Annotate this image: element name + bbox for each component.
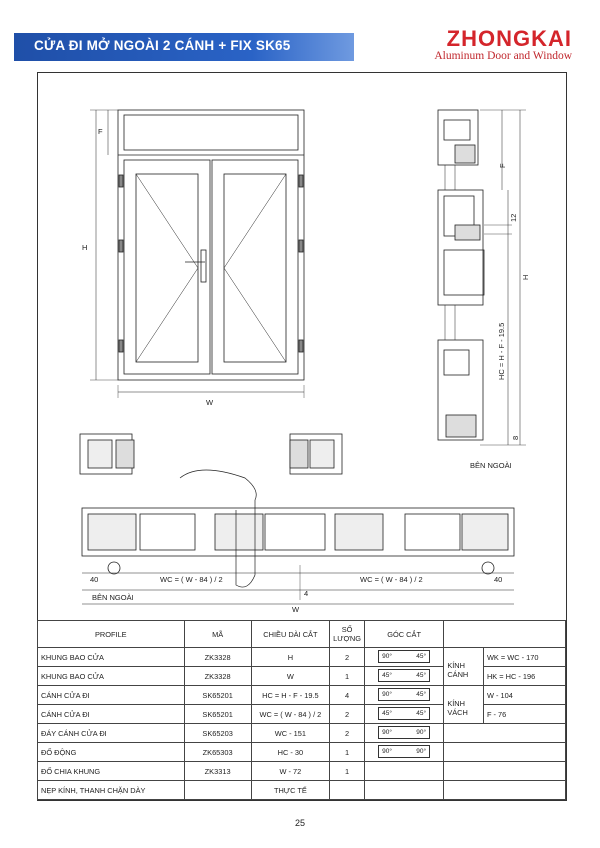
cell-code: ZK3328	[184, 667, 251, 686]
cell-profile: KHUNG BAO CỬA	[38, 648, 185, 667]
table-row	[38, 705, 566, 724]
cell-angle	[364, 667, 443, 686]
cell-angle	[364, 762, 443, 781]
angle-shape	[378, 745, 430, 758]
cell-blank	[444, 724, 566, 743]
cell-length: W - 72	[251, 762, 329, 781]
angle-shape	[378, 688, 430, 701]
cell-qty: 4	[330, 686, 365, 705]
angle-shape	[378, 726, 430, 739]
table-row	[38, 743, 566, 762]
angle-a2: 90°	[416, 747, 427, 755]
header-length: CHIỀU DÀI CẮT	[251, 621, 329, 648]
cell-profile: CÁNH CỬA ĐI	[38, 686, 185, 705]
cutting-spec-table	[37, 620, 566, 800]
cell-profile: ĐỐ ĐỘNG	[38, 743, 185, 762]
angle-shape	[378, 650, 430, 663]
cell-length: H	[251, 648, 329, 667]
cell-length: HC = H - F - 19.5	[251, 686, 329, 705]
cell-angle	[364, 743, 443, 762]
cell-qty	[330, 781, 365, 800]
table-row	[38, 667, 566, 686]
cell-qty: 1	[330, 667, 365, 686]
dim-H: H	[82, 243, 88, 252]
page-number: 25	[294, 818, 305, 828]
door-frame	[118, 110, 304, 380]
cell-profile: ĐỐ CHIA KHUNG	[38, 762, 185, 781]
cell-angle	[364, 724, 443, 743]
bottom-section	[82, 508, 514, 556]
cell-qty: 1	[330, 743, 365, 762]
dim-40-right: 40	[494, 575, 503, 584]
dim-wc-right: WC = ( W - 84 ) / 2	[360, 575, 423, 584]
note-kinh-canh: KÍNH CÁNH	[444, 648, 484, 686]
section-mid	[438, 190, 483, 305]
table-row	[38, 724, 566, 743]
cell-length: HC - 30	[251, 743, 329, 762]
table-row	[38, 762, 566, 781]
angle-a2: 45°	[416, 652, 427, 660]
cell-angle	[364, 781, 443, 800]
cell-code	[184, 781, 251, 800]
cell-profile: KHUNG BAO CỬA	[38, 667, 185, 686]
dim-W-bottom: W	[292, 605, 300, 614]
cell-angle	[364, 705, 443, 724]
note-f76: F - 76	[483, 705, 565, 724]
dim-12: 12	[509, 213, 518, 222]
cell-code: ZK65303	[184, 743, 251, 762]
dim-wc-left: WC = ( W - 84 ) / 2	[160, 575, 223, 584]
cell-qty: 2	[330, 724, 365, 743]
header-profile: PROFILE	[38, 621, 185, 648]
dim-4: 4	[304, 589, 309, 598]
angle-a2: 45°	[416, 709, 427, 717]
cell-blank	[444, 781, 566, 800]
angle-shape	[378, 669, 430, 682]
angle-shape	[378, 707, 430, 720]
cell-length: WC = ( W - 84 ) / 2	[251, 705, 329, 724]
angle-a1: 90°	[382, 747, 392, 755]
cell-length: WC - 151	[251, 724, 329, 743]
table-row	[38, 781, 566, 800]
header-qty: SỐ LƯỢNG	[330, 621, 365, 648]
dim-HC: HC = H - F - 19.5	[497, 322, 506, 380]
cell-profile: NẸP KÍNH, THANH CHẶN DÀY	[38, 781, 185, 800]
dim-H-right: H	[521, 274, 530, 280]
angle-a1: 90°	[382, 728, 392, 736]
outside-label-right: BÊN NGOÀI	[470, 461, 512, 470]
header-angle: GÓC CẮT	[364, 621, 443, 648]
angle-a2: 45°	[416, 671, 427, 679]
cell-code: SK65201	[184, 686, 251, 705]
dim-40-left: 40	[90, 575, 99, 584]
dim-8: 8	[511, 435, 520, 440]
angle-a1: 45°	[382, 671, 392, 679]
cell-length: THỰC TẾ	[251, 781, 329, 800]
angle-a2: 45°	[416, 690, 427, 698]
cell-blank	[444, 743, 566, 762]
cell-qty: 2	[330, 648, 365, 667]
cell-code: ZK3328	[184, 648, 251, 667]
angle-a1: 90°	[382, 690, 392, 698]
page-title: CỬA ĐI MỞ NGOÀI 2 CÁNH + FIX SK65	[34, 38, 291, 53]
cell-qty: 1	[330, 762, 365, 781]
header-blank	[444, 621, 566, 648]
cell-blank	[444, 762, 566, 781]
dim-W: W	[206, 398, 214, 407]
cell-profile: CÁNH CỬA ĐI	[38, 705, 185, 724]
note-kinh-vach: KÍNH VÁCH	[444, 686, 484, 724]
cell-code: ZK3313	[184, 762, 251, 781]
dim-F-right: F	[498, 163, 507, 168]
cell-angle	[364, 648, 443, 667]
cell-code: SK65201	[184, 705, 251, 724]
note-hk: HK = HC - 196	[483, 667, 565, 686]
brand-name: ZHONGKAI	[446, 26, 572, 51]
angle-a1: 90°	[382, 652, 392, 660]
cell-qty: 2	[330, 705, 365, 724]
brand-subtitle: Aluminum Door and Window	[434, 50, 572, 62]
door-handle	[201, 250, 206, 282]
note-wk: WK = WC - 170	[483, 648, 565, 667]
cell-angle	[364, 686, 443, 705]
cell-length: W	[251, 667, 329, 686]
cell-code: SK65203	[184, 724, 251, 743]
dim-F: F	[98, 127, 103, 136]
table-row	[38, 648, 566, 667]
table-header-row	[38, 621, 566, 648]
cell-profile: ĐÁY CÁNH CỬA ĐI	[38, 724, 185, 743]
transom-panel	[124, 115, 298, 150]
note-w104: W - 104	[483, 686, 565, 705]
table-row	[38, 686, 566, 705]
outside-label-bottom: BÊN NGOÀI	[92, 593, 134, 602]
angle-a1: 45°	[382, 709, 392, 717]
angle-a2: 90°	[416, 728, 427, 736]
header-code: MÃ	[184, 621, 251, 648]
